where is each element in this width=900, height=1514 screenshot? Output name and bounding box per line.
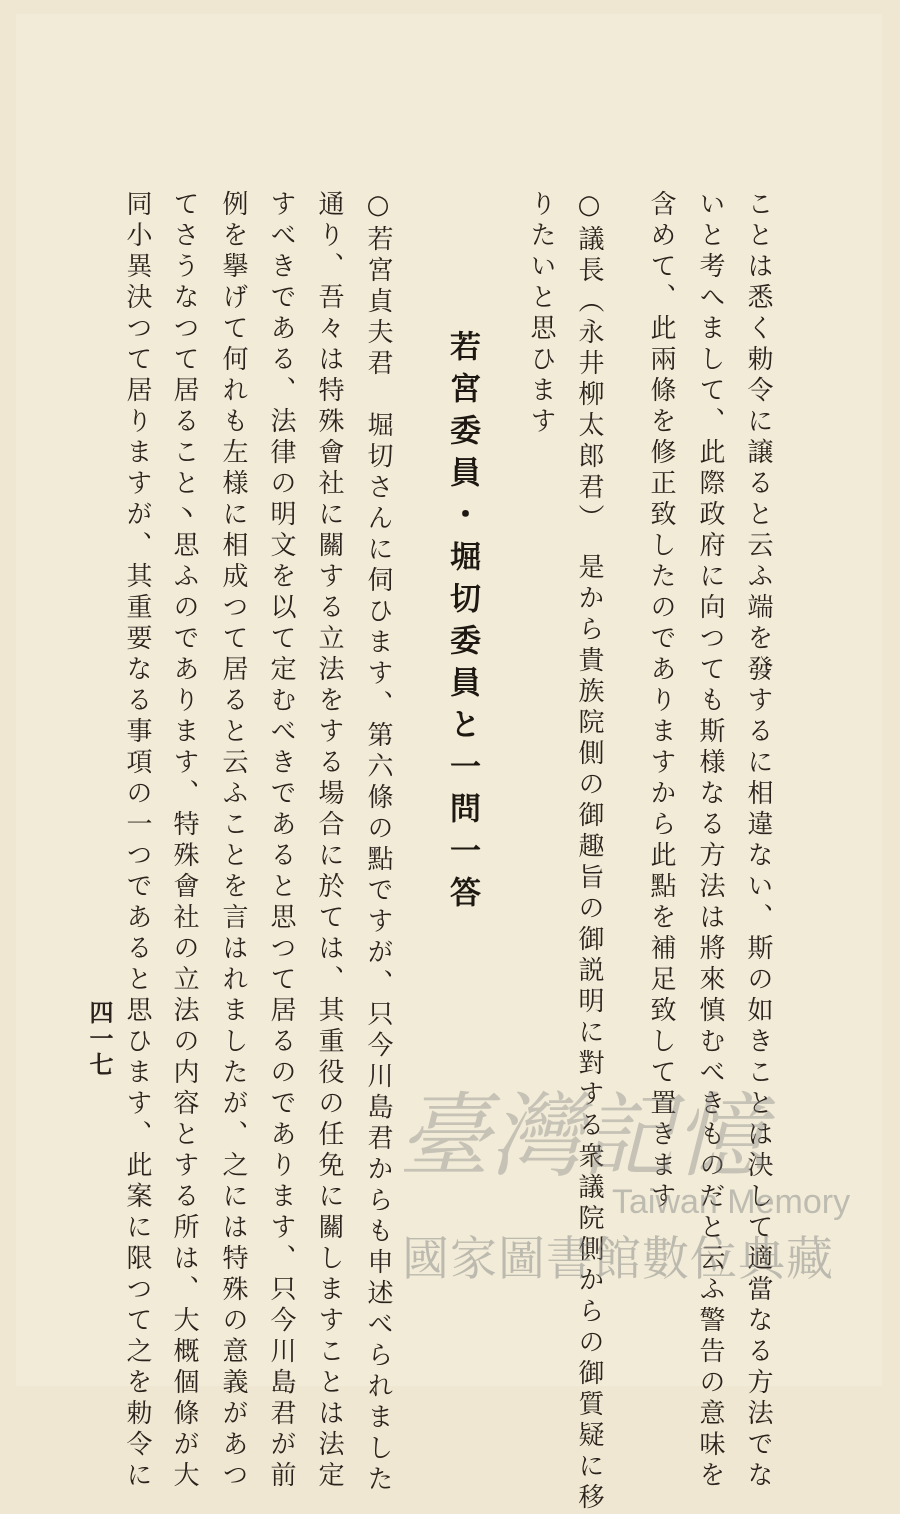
watermark-calligraphy: 臺灣記憶 — [398, 1083, 767, 1190]
text-column: すべきである、法律の明文を以て定むべきであると思つて居るのであります、只今川島君が前 — [266, 190, 296, 1492]
text-column: りたいと思ひます — [526, 190, 556, 438]
text-column: 通り、吾々は特殊會社に關する立法をする場合に於ては、其重役の任免に關しますことは法定 — [314, 190, 344, 1492]
speaker-column-wakamiya: ○若宮貞夫君 堀切さんに伺ひます、第六條の點ですが、只今川島君からも申述べられました — [363, 190, 393, 1496]
text-column: 同小異決つて居りますが、其重要なる事項の一つであると思ひます、此案に限つて之を勅令に — [122, 190, 152, 1492]
text-column: てさうなつて居ること丶思ふのであります、特殊會社の立法の内容とする所は、大概個條が大 — [169, 190, 199, 1492]
text-column: いと考へまして、此際政府に向つても斯様なる方法は將來慎むべきものだと云ふ警告の意味を — [695, 190, 725, 1492]
section-heading: 若宮委員・堀切委員と一問一答 — [444, 330, 480, 918]
text-column: 例を擧げて何れも左様に相成つて居ると云ふことを言はれましたが、之には特殊の意義があつ — [218, 190, 248, 1492]
watermark-english: Taiwan Memory — [612, 1183, 851, 1221]
text-column: 含めて、此兩條を修正致したのでありますから此點を補足致して置きます — [646, 190, 676, 1213]
speaker-column-chairman: ○議長（永井柳太郎君） 是から貴族院側の御趣旨の御説明に對する衆議院側からの御質疑に移 — [574, 190, 604, 1514]
page-number: 四一七 — [85, 1000, 114, 1078]
text-column: ことは悉く勅令に譲ると云ふ端を發するに相違ない、斯の如きことは決して適當なる方法でな — [743, 190, 773, 1492]
watermark-chinese: 國家圖書館數位典藏 — [402, 1232, 834, 1287]
